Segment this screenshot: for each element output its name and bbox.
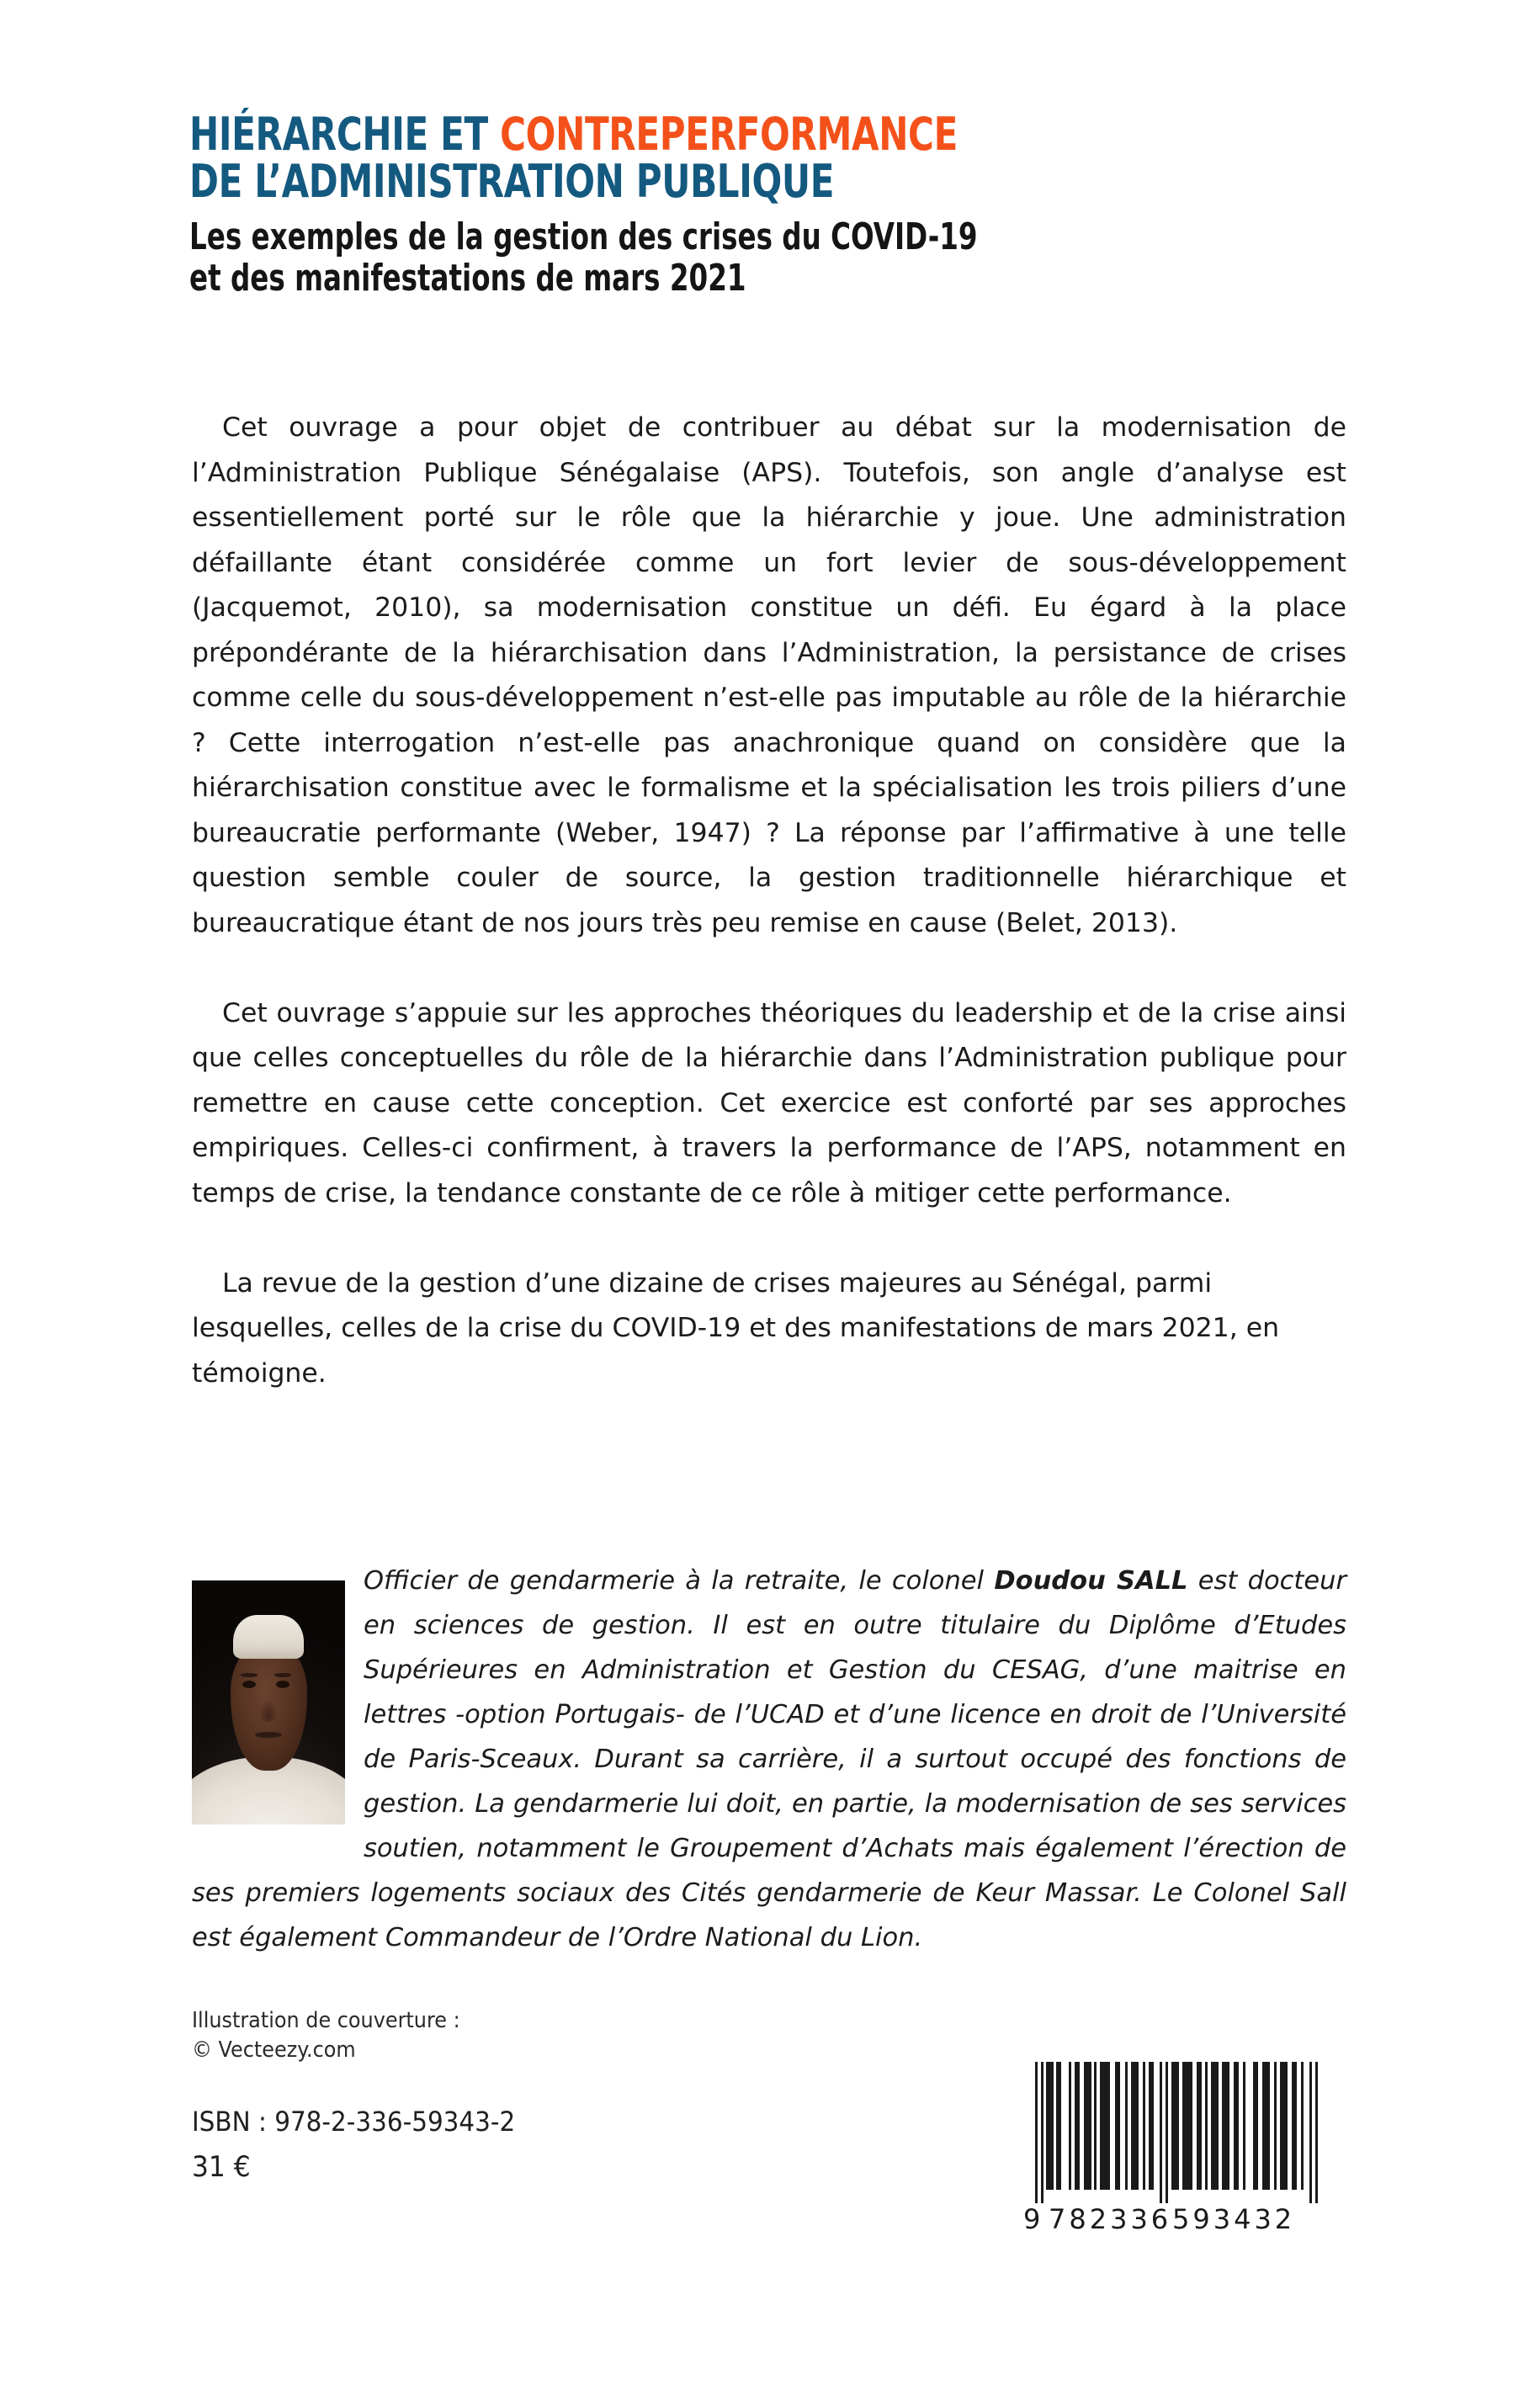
barcode-group-1: 782336	[1049, 2203, 1172, 2234]
page-title	[189, 108, 1102, 208]
barcode-bars	[1035, 2062, 1318, 2203]
title-segment-blue: HIÉRARCHIE ET	[189, 108, 501, 161]
title-line-2: DE L’ADMINISTRATION PUBLIQUE	[189, 154, 835, 208]
page-subtitle	[189, 205, 1055, 300]
portrait-nose	[259, 1700, 278, 1722]
title-segment-orange: CONTREPERFORMANCE	[500, 108, 958, 161]
barcode-group-2: 593432	[1172, 2203, 1296, 2234]
blurb-paragraph-1: Cet ouvrage a pour objet de contribuer au débat sur la modernisation de l’Administration Publique Sénégalaise (APS). Toutefois, son angle d’analyse est essentiellement porté sur le rôle que la hiérarchie y joue. Une administration défaillante étant considérée comme un fort levier de sous-développement (Jacquemot, 2010), sa modernisation constitue un défi. Eu égard à la place prépondérante de la hiérarchisation dans l’Administration, la persistance de crises comme celle du sous-développement n’est-elle pas imputable au rôle de la hiérarchie ? Cette interrogation n’est-elle pas anachronique quand on considère que la hiérarchisation constitue avec le formalisme et la spécialisation les trois piliers d’une bureaucratie performante (Weber, 1947) ? La réponse par l’affirmative à une telle question semble couler de source, la gestion traditionnelle hiérarchique et bureaucratique étant de nos jours très peu remise en cause (Belet, 2013).	[192, 412, 1346, 938]
footer-info	[192, 2006, 831, 2186]
cover-credit-line-1: Illustration de couverture :	[192, 2008, 460, 2033]
barcode-lead-digit: 9	[1023, 2203, 1041, 2234]
blurb-paragraph-3: La revue de la gestion d’une dizaine de crises majeures au Sénégal, parmi lesquelles, celles de la crise du COVID-19 et des manifestations de mars 2021, en témoigne.	[192, 1267, 1280, 1389]
author-bio-block	[192, 1559, 1346, 1960]
isbn-text: ISBN : 978-2-336-59343-2	[192, 2106, 516, 2138]
bio-text-lead: Officier de gendarmerie à la retraite, le colonel	[364, 1566, 995, 1596]
portrait-eyebrow-left	[241, 1673, 258, 1677]
subtitle-line-2: et des manifestations de mars 2021	[189, 257, 746, 300]
blurb-paragraph-2: Cet ouvrage s’appuie sur les approches théoriques du leadership et de la crise ainsi que celles conceptuelles du rôle de la hiérarchie dans l’Administration publique pour remettre en cause cette conception. Cet exercice est conforté par ses approches empiriques. Celles-ci confirment, à travers la performance de l’APS, notamment en temps de crise, la tendance constante de ce rôle à mitiger cette performance.	[192, 997, 1346, 1208]
author-name: Doudou SALL	[994, 1566, 1188, 1596]
portrait-eyebrow-right	[274, 1673, 291, 1677]
cover-credit	[192, 2006, 780, 2065]
cover-credit-line-2: © Vecteezy.com	[192, 2037, 356, 2063]
barcode-svg	[1017, 2062, 1346, 2234]
blurb-text	[192, 406, 1346, 1396]
bio-text-rest: est docteur en sciences de gestion. Il est en outre titulaire du Diplôme d’Etudes Supérieures en Administration et Gestion du CESAG, d’une maitrise en lettres -option Portugais- de l’UCAD et d’une licence en droit de l’Université de Paris-Sceaux. Durant sa carrière, il a surtout occupé des fonctions de gestion. La gendarmerie lui doit, en partie, la modernisation de ses services soutien, notamment le Groupement d’Achats mais également l’érection de ses premiers logements sociaux des Cités gendarmerie de Keur Massar. Le Colonel Sall est également Commandeur de l’Ordre National du Lion.	[192, 1566, 1347, 1952]
cover-title-block	[189, 108, 1359, 300]
subtitle-line-1: Les exemples de la gestion des crises du COVID-19	[189, 215, 978, 259]
author-photo	[192, 1580, 345, 1825]
portrait-cap	[233, 1615, 304, 1659]
isbn-barcode	[1017, 2062, 1346, 2234]
price-text: 31 €	[192, 2150, 251, 2184]
title-line-1	[189, 108, 1102, 161]
author-bio-text	[192, 1559, 1346, 1960]
